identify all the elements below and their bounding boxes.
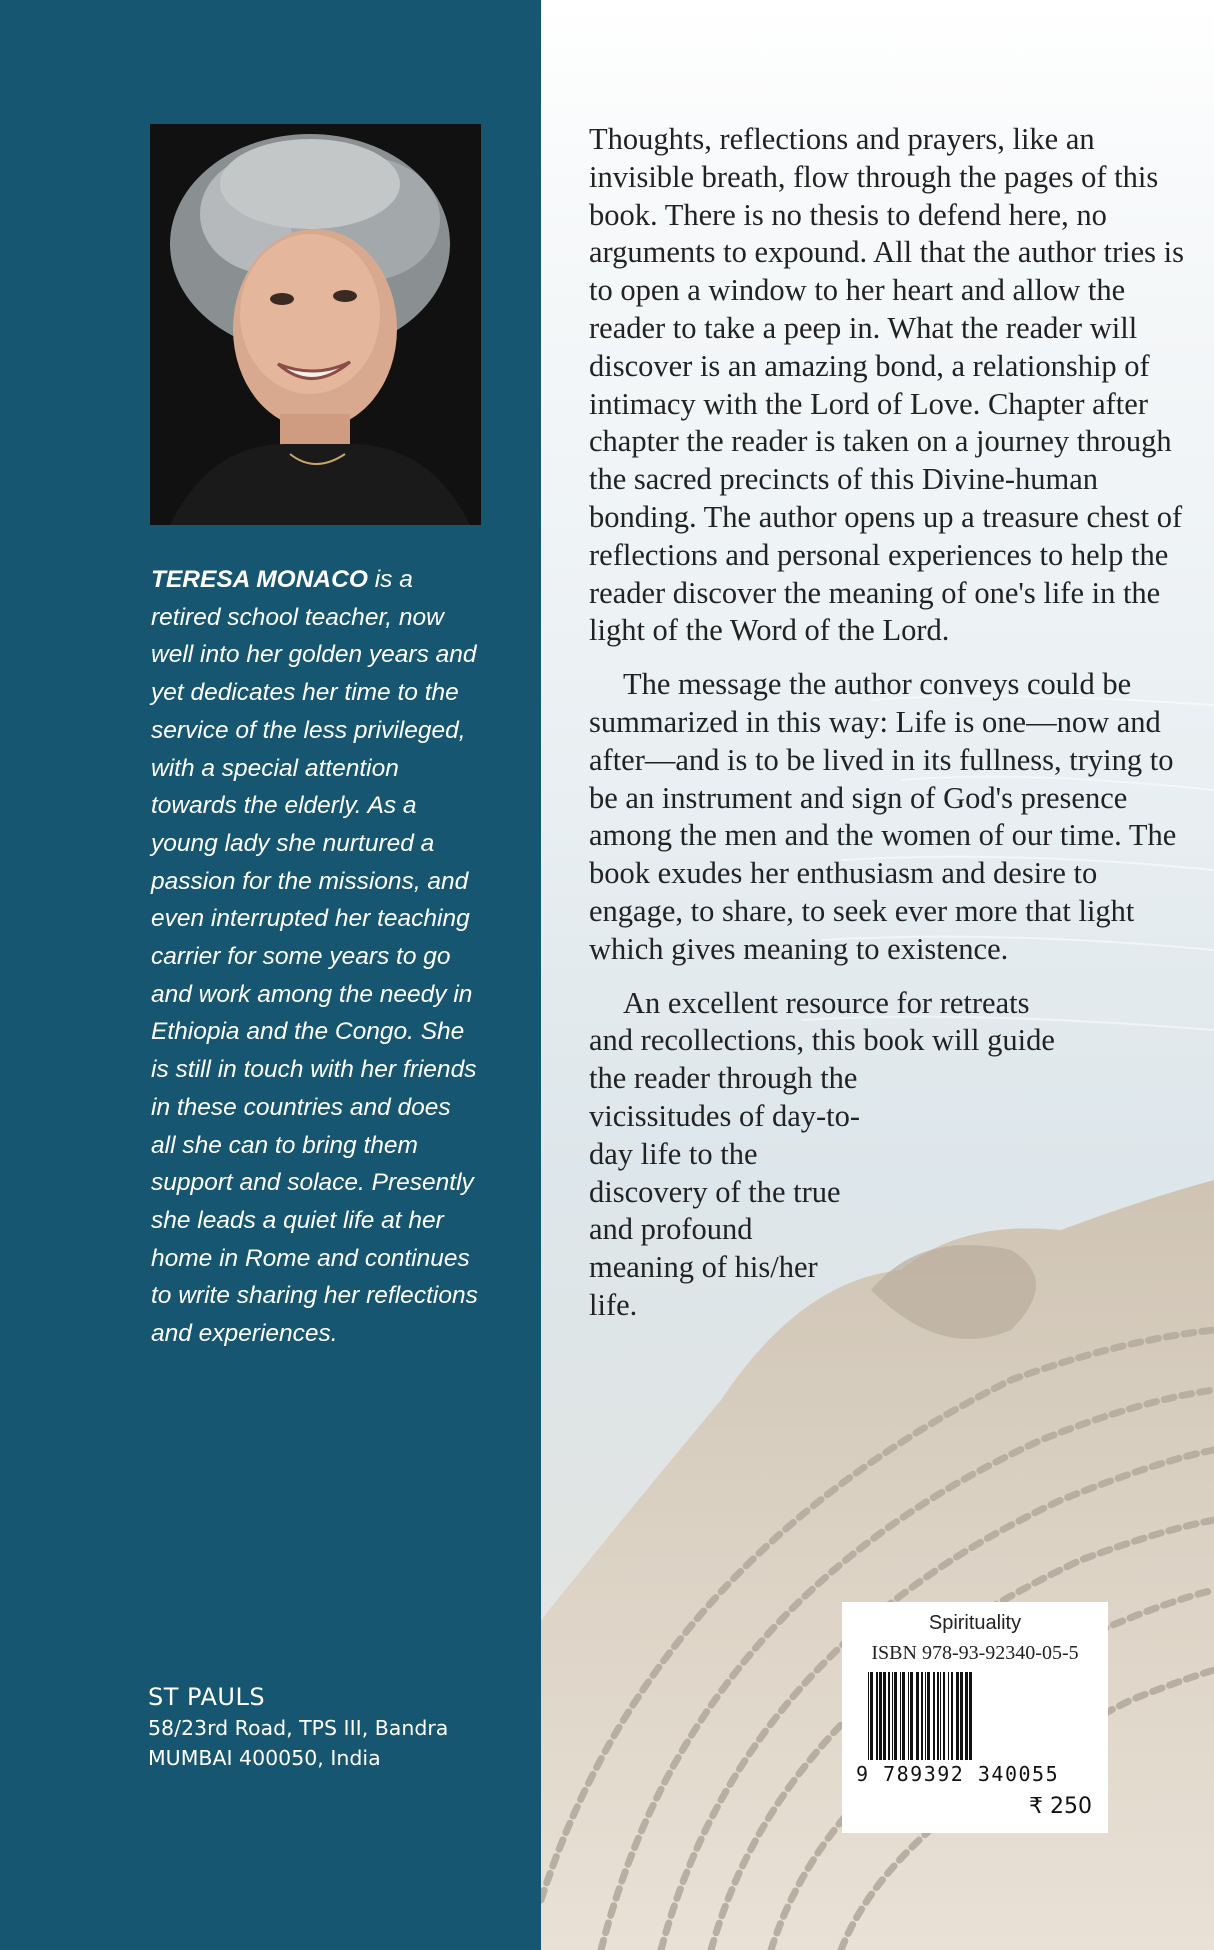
genre-label: Spirituality (928, 1612, 1022, 1634)
description-line: meaning of his/her (589, 1250, 818, 1285)
isbn-label: ISBN 978-93-92340-05-5 (871, 1642, 1079, 1664)
description-line: the reader through the (589, 1061, 858, 1096)
description-line: discovery of the true (589, 1174, 841, 1209)
barcode-image (866, 1672, 1084, 1762)
barcode-bar (879, 1672, 882, 1760)
barcode-bar (956, 1672, 959, 1760)
barcode-bar (969, 1672, 972, 1760)
description-line: day life to the (589, 1136, 758, 1171)
author-photo (150, 124, 481, 525)
description-line: vicissitudes of day-to- (589, 1098, 861, 1133)
book-description (589, 121, 1189, 1341)
barcode-bar (925, 1672, 926, 1760)
description-paragraph-1: Thoughts, reflections and prayers, like an invisible breath, flow through the pages of this book. There is no thesis to defend here, no arguments to expound. All that the author tries is to open a window to her heart and allow the reader to take a peep in. What the reader will discover is an amazing bond, a relationship of intimacy with the Lord of Love. Chapter after chapter the reader is taken on a journey through the sacred precincts of this Divine-human bonding. The author opens up a treasure chest of reflections and personal experiences to help the reader discover the meaning of one's life in the light of the Word of the Lord. (589, 122, 1184, 648)
barcode-bar (902, 1672, 905, 1760)
barcode-box (842, 1602, 1108, 1833)
publisher-info (148, 1681, 528, 1773)
barcode-digits: 9 789392 340055 (856, 1762, 1060, 1786)
barcode-bar (870, 1672, 873, 1760)
description-paragraph-2: The message the author conveys could be summarized in this way: Life is one—now and after—and is to be lived in its fullness, trying to be an instrument and sign of God's presence among the men and the women of our time. The book exudes her enthusiasm and desire to engage, to share, to seek ever more that light which gives meaning to existence. (589, 667, 1177, 966)
barcode-bar (883, 1672, 886, 1760)
barcode-bar (876, 1672, 878, 1760)
author-portrait-image (150, 124, 481, 525)
author-bio-text: is a retired school teacher, now well into her golden years and yet dedicates her time to the service of the less privileged, with a special attention towards the elderly. As a young lady she nurtured a passion for the missions, and even interrupted her teaching carrier for some years to go and work among the needy in Ethiopia and the Congo. She is still in touch with her friends in these countries and does all she can to bring them support and solace. Presently she leads a quiet life at her home in Rome and continues to write sharing her reflections and experiences. (151, 566, 478, 1348)
description-line: An excellent resource for retreats (623, 985, 1030, 1020)
price-label: ₹ 250 (1029, 1794, 1092, 1819)
description-line: and profound (589, 1212, 753, 1247)
barcode-bar (921, 1672, 923, 1760)
author-bio (151, 561, 481, 1353)
barcode-bar (951, 1672, 953, 1760)
barcode-bar (933, 1672, 935, 1760)
publisher-name: ST PAULS (148, 1683, 266, 1711)
barcode-bar (868, 1672, 869, 1760)
publisher-address-line1: 58/23rd Road, TPS III, Bandra (148, 1716, 449, 1740)
barcode-bar (900, 1672, 901, 1760)
barcode-bar (927, 1672, 930, 1760)
description-paragraph-3 (589, 985, 1189, 1325)
author-name: TERESA MONACO (151, 566, 368, 593)
barcode-bar (940, 1672, 941, 1760)
barcode-bar (894, 1672, 897, 1760)
barcode-bar (916, 1672, 919, 1760)
barcode-bar (960, 1672, 963, 1760)
barcode-bar (888, 1672, 890, 1760)
barcode-bar (943, 1672, 945, 1760)
description-line: life. (589, 1287, 638, 1322)
barcode-bar (948, 1672, 949, 1760)
publisher-address-line2: MUMBAI 400050, India (148, 1746, 381, 1770)
barcode-bar (892, 1672, 893, 1760)
barcode-bar (908, 1672, 909, 1760)
barcode-bar (937, 1672, 939, 1760)
barcode-bar (965, 1672, 968, 1760)
barcode-bar (910, 1672, 913, 1760)
description-line: and recollections, this book will guide (589, 1023, 1055, 1058)
back-cover-left-panel (0, 0, 541, 1950)
